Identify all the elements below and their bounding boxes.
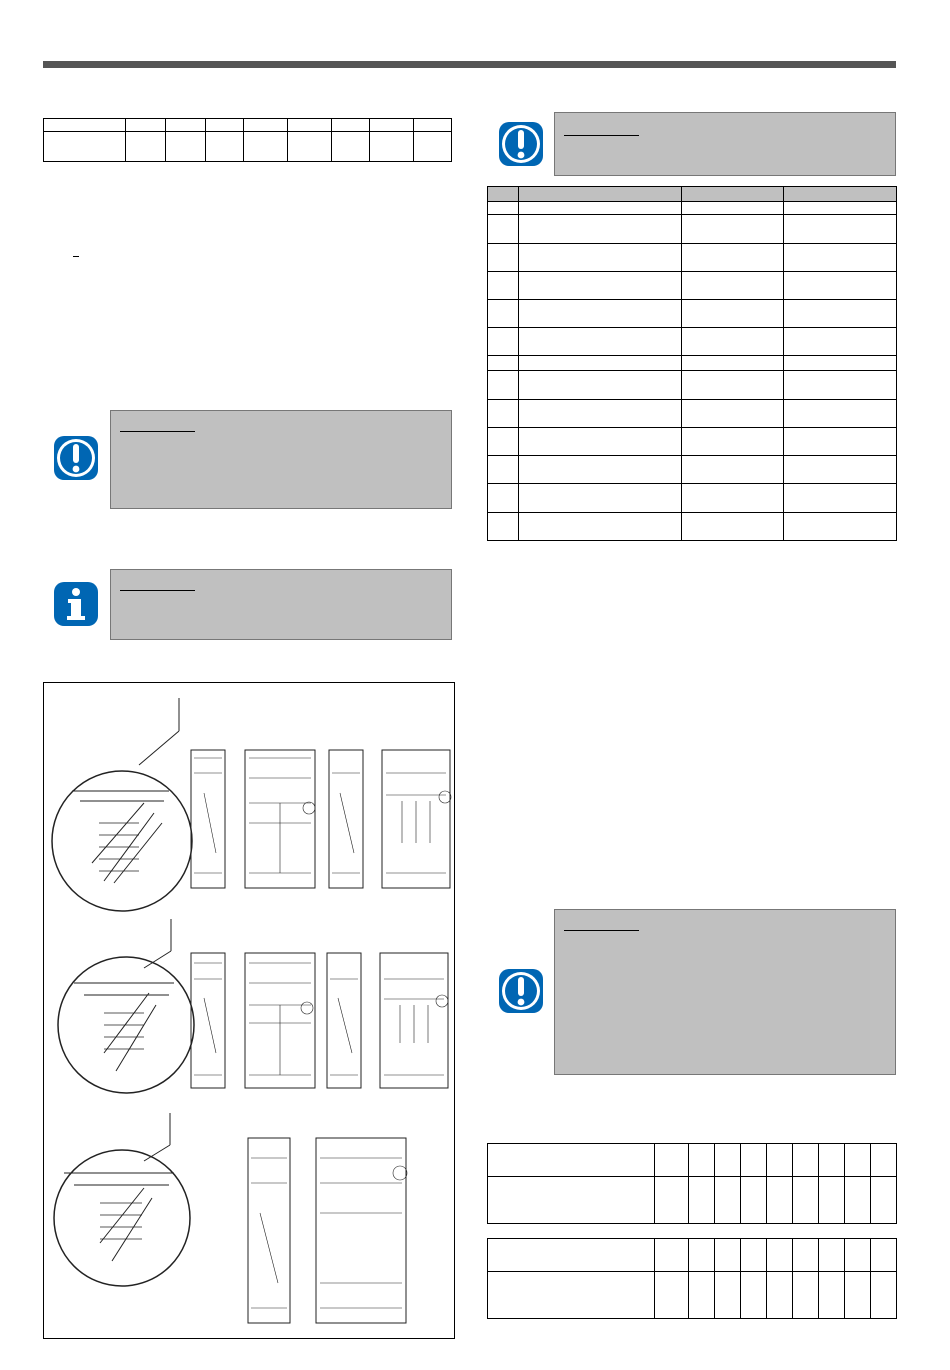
note-heading-underline <box>120 590 195 591</box>
exclamation-icon <box>497 120 545 168</box>
note-heading-underline <box>564 930 639 931</box>
exclamation-icon <box>52 434 100 482</box>
header-rule <box>43 61 896 68</box>
terminal-table <box>487 186 897 541</box>
note-heading-underline <box>120 431 195 432</box>
important-note-1 <box>110 410 452 509</box>
spec-table-bottom-1 <box>487 1143 897 1224</box>
exclamation-icon <box>497 967 545 1015</box>
list-dash <box>73 256 79 257</box>
important-note-2 <box>554 112 896 176</box>
spec-table-top <box>43 118 452 162</box>
spec-table-bottom-2 <box>487 1238 897 1319</box>
cabinet-figure <box>44 683 454 1338</box>
figure-box <box>43 682 455 1339</box>
note-heading-underline <box>564 135 639 136</box>
important-note-3 <box>554 909 896 1075</box>
info-note <box>110 569 452 640</box>
info-icon <box>52 580 100 628</box>
